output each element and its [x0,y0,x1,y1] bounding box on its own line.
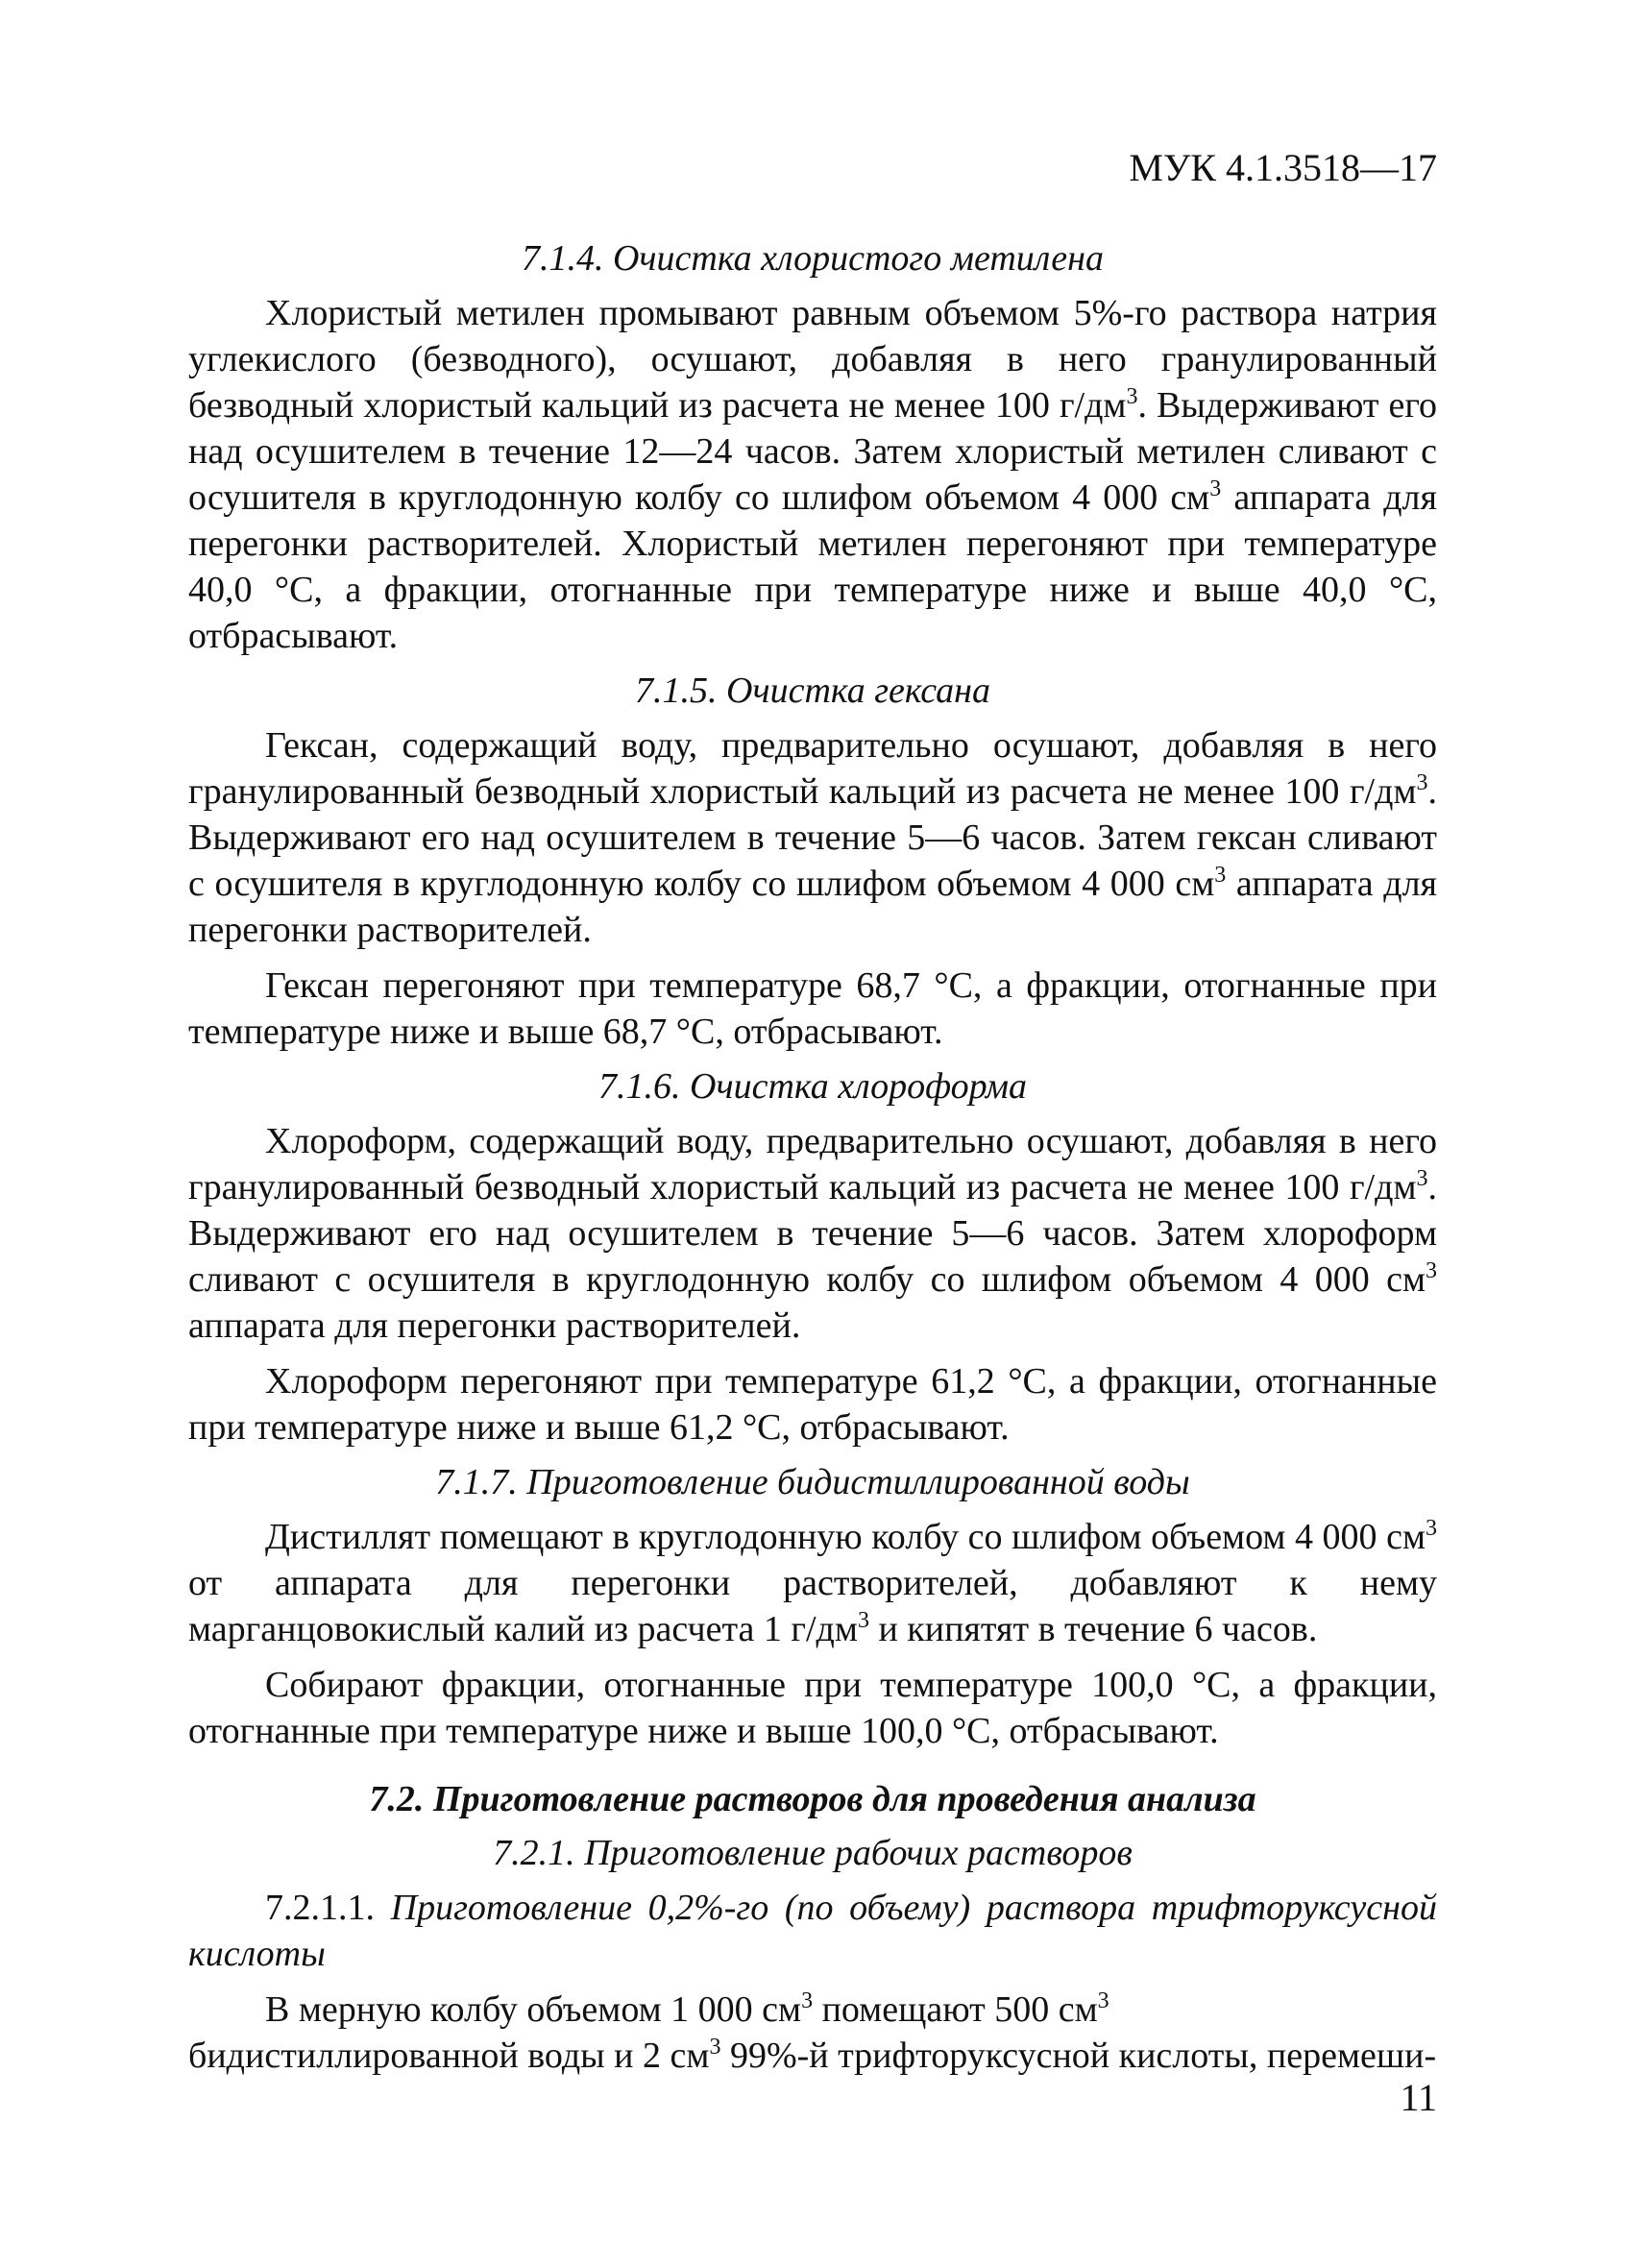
paragraph-7-1-7-a: Дистиллят помещают в круглодонную колбу со шлифом объемом 4 000 $см^3$ от аппарата для перегонки растворителей, добавляют к нему марганцовокислый калий из расчета 1 $г/дм^3$ и кипятят в течение 6 часов. [188,1516,1437,1649]
paragraph-7-1-4: Хлористый метилен промывают равным объемом 5%-го раствора натрия углекислого (безводного), осушают, добавляя в него гранулированный безводный хлористый кальций из расчета не менее 100 $г/дм^3$. Выдерживают его над осушителем в течение 12—24 часов. Затем хлористый метилен сливают с осушителя в круглодонную колбу со шлифом объемом 4 000 $см^3$ аппарата для перегонки растворителей. Хлористый метилен перегоняют при температуре 40,0 °С, а фракции, отогнанные при температуре ниже и выше 40,0 °С, отбрасывают. [188,293,1437,656]
section-title-7-1-7: 7.1.7. Приготовление бидистиллированной воды [435,1462,1190,1502]
paragraph-7-1-6-b: Хлороформ перегоняют при температуре 61,2 °С, а фракции, отогнанные при температуре ниже и выше 61,2 °С, отбрасывают. [188,1361,1437,1448]
page-content [188,227,1437,2088]
paragraph-7-1-6-a: Хлороформ, содержащий воду, предварительно осушают, добавляя в него гранулированный безводный хлористый кальций из расчета не менее 100 $г/дм^3$. Выдерживают его над осушителем в течение 5—6 часов. Затем хлороформ сливают с осушителя в круглодонную колбу со шлифом объемом 4 000 $см^3$ аппарата для перегонки растворителей. [188,1121,1437,1346]
section-title-7-1-5: 7.1.5. Очистка гексана [635,671,990,711]
section-title-7-1-6: 7.1.6. Очистка хлороформа [598,1066,1027,1107]
paragraph-7-1-5-a: Гексан, содержащий воду, предварительно осушают, добавляя в него гранулированный безводный хлористый кальций из расчета не менее 100 $г/дм^3$. Выдерживают его над осушителем в течение 5—6 часов. Затем гексан сливают с осушителя в круглодонную колбу со шлифом объемом 4 000 $см^3$ аппарата для перегонки растворителей. [188,725,1438,950]
page-number: 11 [1400,2076,1437,2119]
document-code-header: МУК 4.1.3518—17 [1129,146,1437,189]
section-title-7-1-4: 7.1.4. Очистка хлористого метилена [521,238,1105,279]
section-title-7-2: 7.2. Приготовление растворов для проведения анализа [369,1779,1256,1819]
paragraph-7-1-5-b: Гексан перегоняют при температуре 68,7 °С, а фракции, отогнанные при температуре ниже и выше 68,7 °С, отбрасывают. [188,965,1437,1052]
paragraph-7-2-1-1: В мерную колбу объемом 1 000 $см^3$ помещают 500 $см^3$ бидистиллированной воды и 2 $см^3$ 99%-й трифторуксусной кислоты, перемеши- [188,1988,1437,2076]
paragraph-7-1-7-b: Собирают фракции, отогнанные при температуре 100,0 °С, а фракции, отогнанные при температуре ниже и выше 100,0 °С, отбрасывают. [188,1665,1437,1751]
section-title-7-2-1: 7.2.1. Приготовление рабочих растворов [493,1833,1133,1873]
subsection-title-7-2-1-1: 7.2.1.1. Приготовление 0,2%-го (по объему) раствора трифторуксусной кислоты [188,1888,1437,1974]
